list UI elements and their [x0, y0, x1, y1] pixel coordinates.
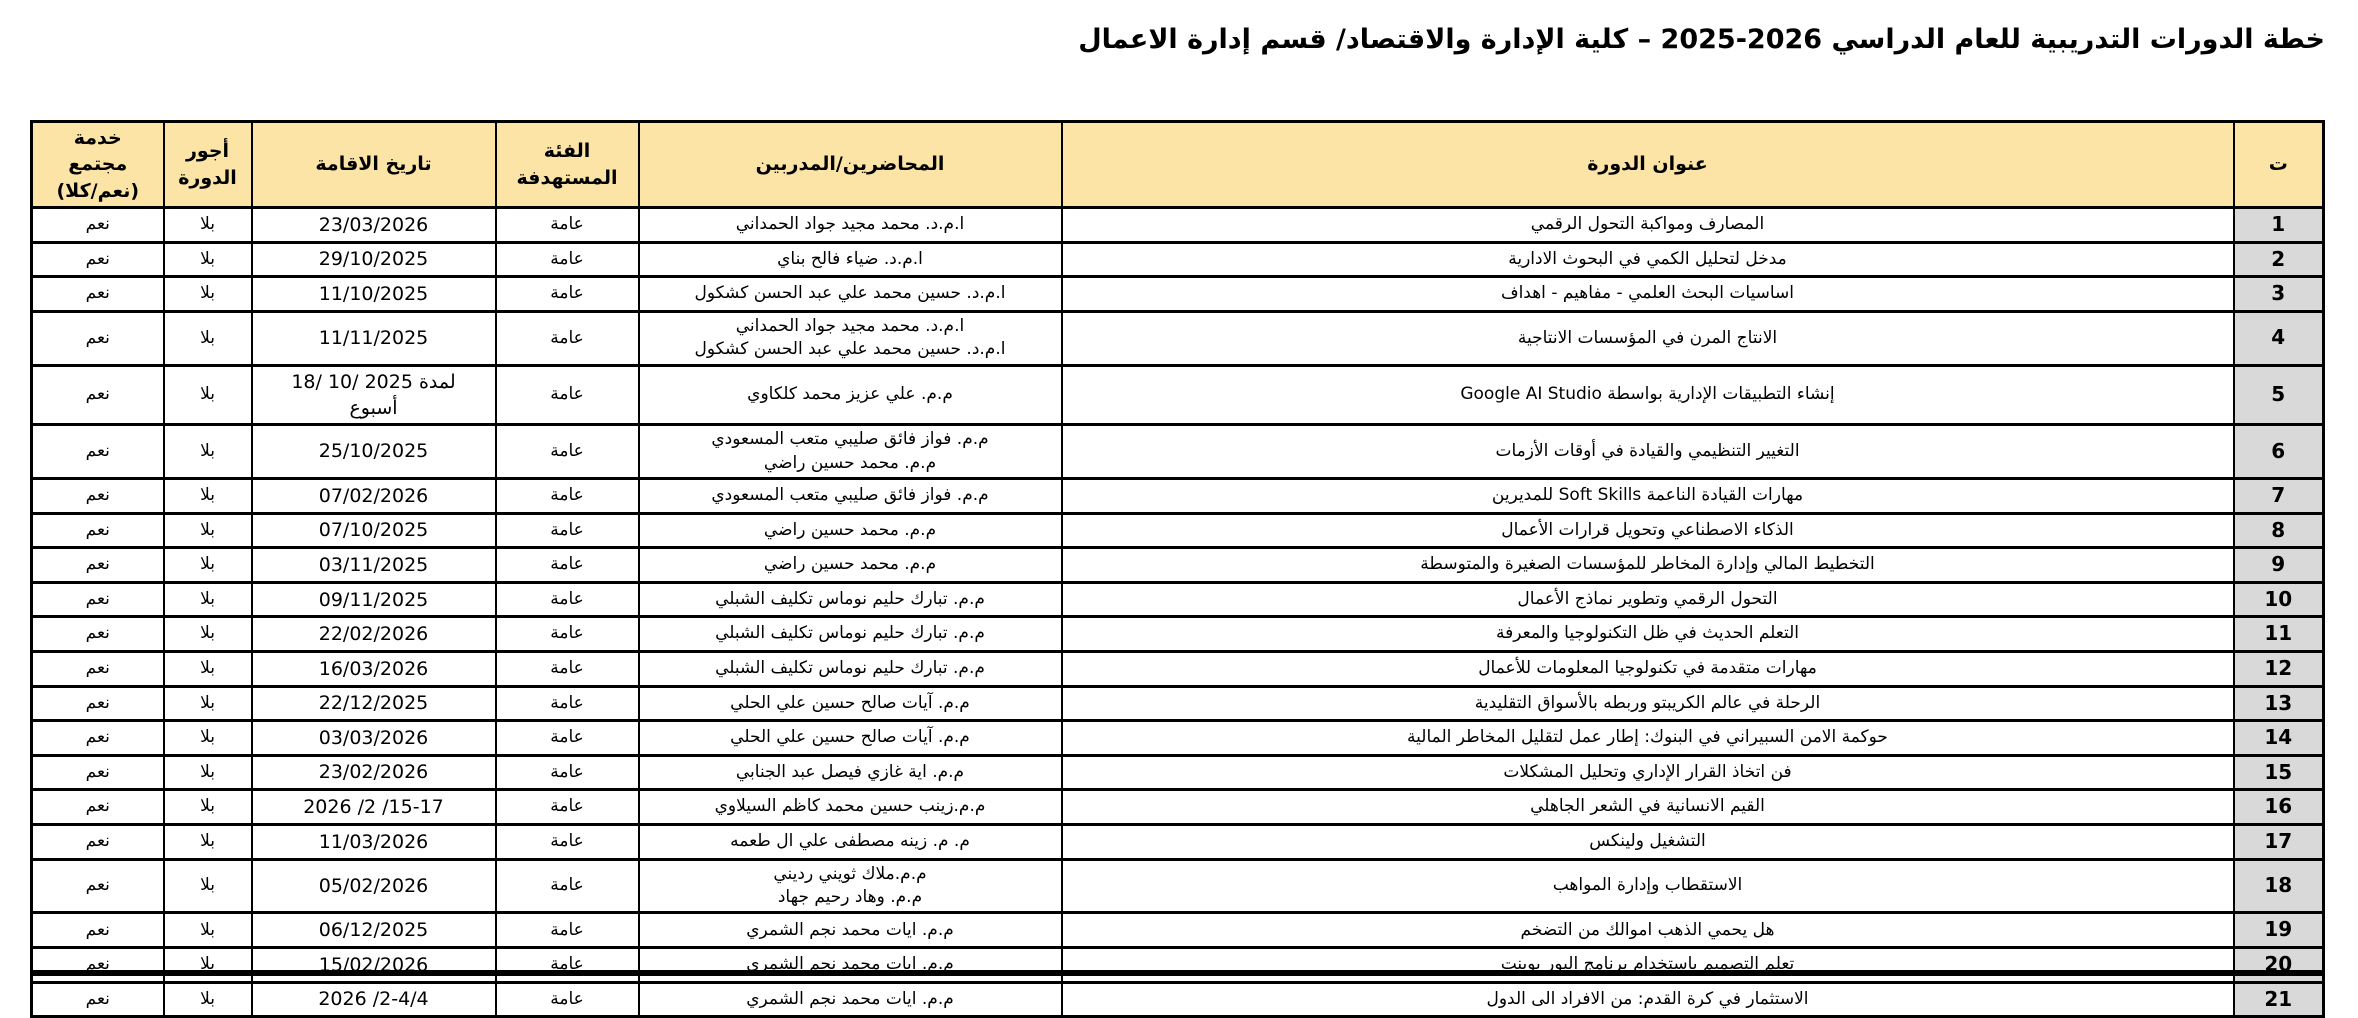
- row-number: 19: [2234, 913, 2324, 948]
- table-row: [32, 617, 2324, 652]
- target-group-cell: عامة: [496, 652, 639, 687]
- community-service-cell: نعم: [32, 365, 164, 424]
- row-number: 6: [2234, 425, 2324, 479]
- target-group-cell: عامة: [496, 365, 639, 424]
- date-cell: 22/12/2025: [252, 686, 496, 721]
- header-community-service: خدمة مجتمع (نعم/كلا): [32, 122, 164, 208]
- target-group-cell: عامة: [496, 311, 639, 365]
- courses-table: [30, 120, 2325, 1018]
- target-group-cell: عامة: [496, 582, 639, 617]
- community-service-cell: نعم: [32, 548, 164, 583]
- row-number: 9: [2234, 548, 2324, 583]
- community-service-cell: نعم: [32, 513, 164, 548]
- row-number: 12: [2234, 652, 2324, 687]
- course-title-cell: مدخل لتحليل الكمي في البحوث الادارية: [1062, 242, 2234, 277]
- date-cell: 2026 /2 /15-17: [252, 790, 496, 825]
- fees-cell: بلا: [164, 208, 252, 243]
- fees-cell: بلا: [164, 277, 252, 312]
- lecturers-cell: م.م. فواز فائق صليبي متعب المسعودي: [639, 479, 1062, 514]
- table-row: [32, 859, 2324, 913]
- row-number: 10: [2234, 582, 2324, 617]
- target-group-cell: عامة: [496, 824, 639, 859]
- target-group-cell: عامة: [496, 208, 639, 243]
- course-title-cell: القيم الانسانية في الشعر الجاهلي: [1062, 790, 2234, 825]
- table-row: [32, 513, 2324, 548]
- fees-cell: بلا: [164, 859, 252, 913]
- fees-cell: بلا: [164, 425, 252, 479]
- row-number: 8: [2234, 513, 2324, 548]
- lecturers-cell: م. م. زينه مصطفى علي ال طعمه: [639, 824, 1062, 859]
- target-group-cell: عامة: [496, 790, 639, 825]
- header-no: ت: [2234, 122, 2324, 208]
- row-number: 15: [2234, 755, 2324, 790]
- fees-cell: بلا: [164, 913, 252, 948]
- community-service-cell: نعم: [32, 686, 164, 721]
- date-cell: 22/02/2026: [252, 617, 496, 652]
- community-service-cell: نعم: [32, 913, 164, 948]
- date-cell: 15/02/2026: [252, 948, 496, 983]
- course-title-cell: حوكمة الامن السبيراني في البنوك: إطار عمل لتقليل المخاطر المالية: [1062, 721, 2234, 756]
- row-number: 18: [2234, 859, 2324, 913]
- community-service-cell: نعم: [32, 652, 164, 687]
- lecturers-cell: م.م. ايات محمد نجم الشمري: [639, 913, 1062, 948]
- course-title-cell: التحول الرقمي وتطوير نماذج الأعمال: [1062, 582, 2234, 617]
- course-title-cell: التشغيل ولينكس: [1062, 824, 2234, 859]
- course-title-cell: الرحلة في عالم الكريبتو وربطه بالأسواق التقليدية: [1062, 686, 2234, 721]
- row-number: 5: [2234, 365, 2324, 424]
- header-lecturers: المحاضرين/المدربين: [639, 122, 1062, 208]
- target-group-cell: عامة: [496, 548, 639, 583]
- target-group-cell: عامة: [496, 948, 639, 983]
- date-cell: 11/10/2025: [252, 277, 496, 312]
- fees-cell: بلا: [164, 982, 252, 1017]
- date-cell: 09/11/2025: [252, 582, 496, 617]
- row-number: 17: [2234, 824, 2324, 859]
- community-service-cell: نعم: [32, 982, 164, 1017]
- page-title: خطة الدورات التدريبية للعام الدراسي 2026-2025 – كلية الإدارة والاقتصاد/ قسم إدارة الاعمال: [1078, 24, 2325, 55]
- fees-cell: بلا: [164, 617, 252, 652]
- table-row: [32, 982, 2324, 1017]
- table-row: [32, 913, 2324, 948]
- date-cell: 11/03/2026: [252, 824, 496, 859]
- community-service-cell: نعم: [32, 948, 164, 983]
- course-title-cell: هل يحمي الذهب اموالك من التضخم: [1062, 913, 2234, 948]
- course-title-cell: التخطيط المالي وإدارة المخاطر للمؤسسات الصغيرة والمتوسطة: [1062, 548, 2234, 583]
- lecturers-cell: ا.م.د. محمد مجيد جواد الحمداني ا.م.د. حسين محمد علي عبد الحسن كشكول: [639, 311, 1062, 365]
- table-row: [32, 242, 2324, 277]
- fees-cell: بلا: [164, 721, 252, 756]
- fees-cell: بلا: [164, 790, 252, 825]
- target-group-cell: عامة: [496, 721, 639, 756]
- row-number: 11: [2234, 617, 2324, 652]
- table-row: [32, 582, 2324, 617]
- lecturers-cell: ا.م.د. ضياء فالح بناي: [639, 242, 1062, 277]
- fees-cell: بلا: [164, 948, 252, 983]
- row-number: 4: [2234, 311, 2324, 365]
- lecturers-cell: م.م.زينب حسين محمد كاظم السيلاوي: [639, 790, 1062, 825]
- row-number: 1: [2234, 208, 2324, 243]
- row-number: 20: [2234, 948, 2324, 983]
- date-cell: 07/02/2026: [252, 479, 496, 514]
- lecturers-cell: ا.م.د. محمد مجيد جواد الحمداني: [639, 208, 1062, 243]
- date-cell: 07/10/2025: [252, 513, 496, 548]
- community-service-cell: نعم: [32, 311, 164, 365]
- row-number: 3: [2234, 277, 2324, 312]
- course-title-cell: التغيير التنظيمي والقيادة في أوقات الأزمات: [1062, 425, 2234, 479]
- course-title-cell: الاستثمار في كرة القدم: من الافراد الى الدول: [1062, 982, 2234, 1017]
- target-group-cell: عامة: [496, 686, 639, 721]
- date-cell: 05/02/2026: [252, 859, 496, 913]
- table-row: [32, 824, 2324, 859]
- lecturers-cell: م.م.ملاك ثويني رديني م.م. وهاد رحيم جهاد: [639, 859, 1062, 913]
- target-group-cell: عامة: [496, 479, 639, 514]
- table-row: [32, 652, 2324, 687]
- lecturers-cell: م.م. محمد حسين راضي: [639, 548, 1062, 583]
- date-cell: 23/03/2026: [252, 208, 496, 243]
- lecturers-cell: م.م. محمد حسين راضي: [639, 513, 1062, 548]
- lecturers-cell: م.م. آيات صالح حسين علي الحلي: [639, 721, 1062, 756]
- row-number: 7: [2234, 479, 2324, 514]
- row-number: 13: [2234, 686, 2324, 721]
- table-row: [32, 755, 2324, 790]
- target-group-cell: عامة: [496, 513, 639, 548]
- community-service-cell: نعم: [32, 277, 164, 312]
- course-title-cell: الاستقطاب وإدارة المواهب: [1062, 859, 2234, 913]
- fees-cell: بلا: [164, 582, 252, 617]
- fees-cell: بلا: [164, 479, 252, 514]
- community-service-cell: نعم: [32, 721, 164, 756]
- course-title-cell: تعلم التصميم باستخدام برنامج البور بوينت: [1062, 948, 2234, 983]
- fees-cell: بلا: [164, 652, 252, 687]
- table-row: [32, 686, 2324, 721]
- community-service-cell: نعم: [32, 242, 164, 277]
- date-cell: 2026 /2-4/4: [252, 982, 496, 1017]
- course-title-cell: مهارات متقدمة في تكنولوجيا المعلومات للأعمال: [1062, 652, 2234, 687]
- date-cell: 25/10/2025: [252, 425, 496, 479]
- course-title-cell: التعلم الحديث في ظل التكنولوجيا والمعرفة: [1062, 617, 2234, 652]
- target-group-cell: عامة: [496, 913, 639, 948]
- lecturers-cell: م.م. اية غازي فيصل عبد الجنابي: [639, 755, 1062, 790]
- lecturers-cell: ا.م.د. حسين محمد علي عبد الحسن كشكول: [639, 277, 1062, 312]
- lecturers-cell: م.م. تبارك حليم نوماس تكليف الشبلي: [639, 617, 1062, 652]
- table-row: [32, 208, 2324, 243]
- date-cell: 29/10/2025: [252, 242, 496, 277]
- table-row: [32, 365, 2324, 424]
- table-row: [32, 277, 2324, 312]
- table-row: [32, 311, 2324, 365]
- fees-cell: بلا: [164, 548, 252, 583]
- fees-cell: بلا: [164, 513, 252, 548]
- course-title-cell: مهارات القيادة الناعمة Soft Skills للمديرين: [1062, 479, 2234, 514]
- course-title-cell: الذكاء الاصطناعي وتحويل قرارات الأعمال: [1062, 513, 2234, 548]
- date-cell: 23/02/2026: [252, 755, 496, 790]
- table-row: [32, 548, 2324, 583]
- community-service-cell: نعم: [32, 755, 164, 790]
- community-service-cell: نعم: [32, 479, 164, 514]
- course-title-cell: المصارف ومواكبة التحول الرقمي: [1062, 208, 2234, 243]
- table-row: [32, 479, 2324, 514]
- table-row: [32, 948, 2324, 983]
- community-service-cell: نعم: [32, 859, 164, 913]
- fees-cell: بلا: [164, 755, 252, 790]
- date-cell: 03/03/2026: [252, 721, 496, 756]
- fees-cell: بلا: [164, 824, 252, 859]
- lecturers-cell: م.م. ايات محمد نجم الشمري: [639, 982, 1062, 1017]
- course-title-cell: فن اتخاذ القرار الإداري وتحليل المشكلات: [1062, 755, 2234, 790]
- date-cell: 03/11/2025: [252, 548, 496, 583]
- row-number: 16: [2234, 790, 2324, 825]
- table-row: [32, 790, 2324, 825]
- target-group-cell: عامة: [496, 982, 639, 1017]
- target-group-cell: عامة: [496, 277, 639, 312]
- header-fees: أجور الدورة: [164, 122, 252, 208]
- date-cell: 18/ 10/ 2025 لمدة أسبوع: [252, 365, 496, 424]
- lecturers-cell: م.م. فواز فائق صليبي متعب المسعودي م.م. محمد حسين راضي: [639, 425, 1062, 479]
- row-number: 2: [2234, 242, 2324, 277]
- fees-cell: بلا: [164, 311, 252, 365]
- community-service-cell: نعم: [32, 425, 164, 479]
- header-date: تاريخ الاقامة: [252, 122, 496, 208]
- community-service-cell: نعم: [32, 208, 164, 243]
- community-service-cell: نعم: [32, 824, 164, 859]
- row-number: 21: [2234, 982, 2324, 1017]
- course-title-cell: إنشاء التطبيقات الإدارية بواسطة Google AI Studio: [1062, 365, 2234, 424]
- target-group-cell: عامة: [496, 242, 639, 277]
- fees-cell: بلا: [164, 365, 252, 424]
- target-group-cell: عامة: [496, 859, 639, 913]
- fees-cell: بلا: [164, 242, 252, 277]
- lecturers-cell: م.م. علي عزيز محمد كلكاوي: [639, 365, 1062, 424]
- lecturers-cell: م.م. تبارك حليم نوماس تكليف الشبلي: [639, 582, 1062, 617]
- course-title-cell: اساسيات البحث العلمي - مفاهيم - اهداف: [1062, 277, 2234, 312]
- target-group-cell: عامة: [496, 755, 639, 790]
- header-target-group: الفئة المستهدفة: [496, 122, 639, 208]
- header-row: [32, 122, 2324, 208]
- lecturers-cell: م.م. ايات محمد نجم الشمري: [639, 948, 1062, 983]
- course-title-cell: الانتاج المرن في المؤسسات الانتاجية: [1062, 311, 2234, 365]
- fees-cell: بلا: [164, 686, 252, 721]
- bottom-rule: [33, 970, 2325, 976]
- target-group-cell: عامة: [496, 617, 639, 652]
- community-service-cell: نعم: [32, 617, 164, 652]
- lecturers-cell: م.م. آيات صالح حسين علي الحلي: [639, 686, 1062, 721]
- lecturers-cell: م.م. تبارك حليم نوماس تكليف الشبلي: [639, 652, 1062, 687]
- row-number: 14: [2234, 721, 2324, 756]
- header-course-title: عنوان الدورة: [1062, 122, 2234, 208]
- date-cell: 16/03/2026: [252, 652, 496, 687]
- table-row: [32, 425, 2324, 479]
- community-service-cell: نعم: [32, 790, 164, 825]
- community-service-cell: نعم: [32, 582, 164, 617]
- date-cell: 11/11/2025: [252, 311, 496, 365]
- date-cell: 06/12/2025: [252, 913, 496, 948]
- table-row: [32, 721, 2324, 756]
- target-group-cell: عامة: [496, 425, 639, 479]
